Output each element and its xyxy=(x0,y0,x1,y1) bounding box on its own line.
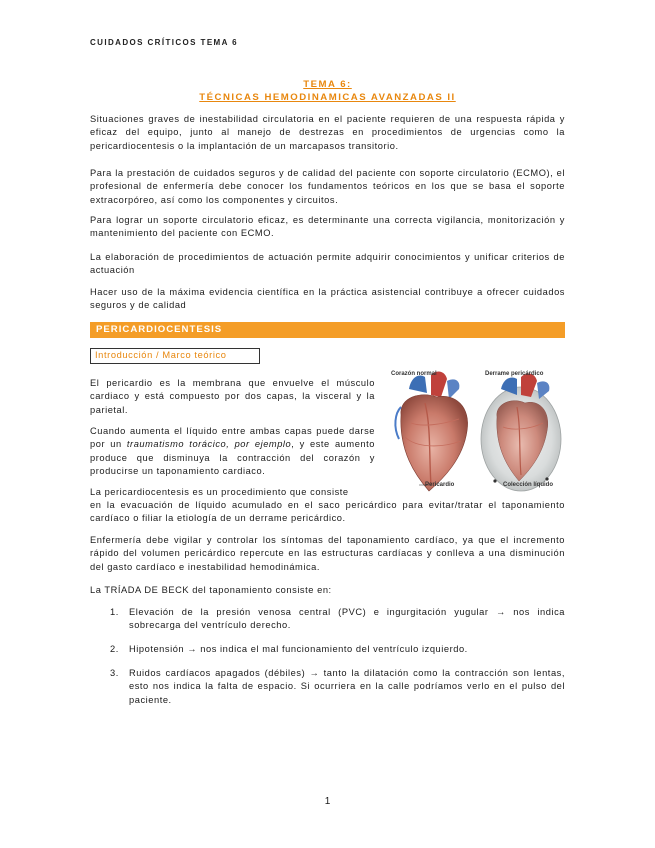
page-header: CUIDADOS CRÍTICOS TEMA 6 xyxy=(90,38,238,47)
effusion-heart xyxy=(481,374,561,491)
list-text: Ruidos cardíacos apagados (débiles) → tanto la dilatación como la contracción son lentas, esto nos indica la falta de espacio. Si ocurriera en la calle podríamos verlo en el pulso del paciente. xyxy=(129,668,565,705)
list-text: Elevación de la presión venosa central (PVC) e ingurgitación yugular → nos indica sobrecarga del ventrículo derecho. xyxy=(129,607,565,631)
subsection-box xyxy=(90,348,260,364)
intro-paragraph-1: Situaciones graves de inestabilidad circulatoria en el paciente requieren de una respuesta rápida y eficaz del equipo, junto al manejo de destrezas en procedimientos de urgencias como la pericardiocentesis o la implantación de un marcapasos transitorio. xyxy=(90,114,565,151)
body-paragraph-1: El pericardio es la membrana que envuelve el músculo cardiaco y está compuesto por dos capas, la visceral y la parietal. xyxy=(90,378,375,415)
figure-label-effusion: Derrame pericárdico xyxy=(485,371,544,377)
body-paragraph-2-start: Cuando aumenta el líquido entre ambas capas puede darse por un xyxy=(90,426,375,450)
body-paragraph-3-line-1: La pericardiocentesis es un procedimiento que consiste xyxy=(90,487,349,497)
page-number: 1 xyxy=(324,796,331,807)
title-line-2: TÉCNICAS HEMODINAMICAS AVANZADAS II xyxy=(199,92,456,103)
figure-label-fluid: Colección líquido xyxy=(503,482,554,488)
list-item-2 xyxy=(110,643,565,658)
list-number: 2. xyxy=(110,644,119,654)
normal-heart xyxy=(395,372,467,491)
list-item-1 xyxy=(110,606,565,634)
body-paragraph-3-rest: en la evacuación de líquido acumulado en el saco pericárdico para evitar/tratar el taponamiento cardíaco o filiar la etiología de un derrame pericárdico. xyxy=(90,500,565,524)
intro-paragraph-5: Hacer uso de la máxima evidencia científica en la práctica asistencial contribuye a ofrecer cuidados seguros y de calidad xyxy=(90,287,565,311)
intro-paragraph-4: La elaboración de procedimientos de actuación permite adquirir conocimientos y unificar criterios de actuación xyxy=(90,252,565,276)
document-title xyxy=(0,78,655,104)
body-paragraph-4: Enfermería debe vigilar y controlar los síntomas del taponamiento cardíaco, ya que el incremento rápido del volumen pericárdico repercute en las estructuras cardíacas y conlleva a una disminución del gasto cardíaco e inestabilidad hemodinámica. xyxy=(90,535,565,572)
section-heading: PERICARDIOCENTESIS xyxy=(96,324,223,335)
body-paragraph-2 xyxy=(90,425,375,479)
list-item-3 xyxy=(110,667,565,709)
subsection-heading: Introducción / Marco teórico xyxy=(95,350,227,360)
title-line-1: TEMA 6: xyxy=(303,79,352,90)
section-heading-bar xyxy=(90,322,565,338)
figure-label-normal: Corazón normal xyxy=(391,371,437,377)
list-number: 3. xyxy=(110,668,119,678)
heart-illustration xyxy=(381,367,565,502)
body-paragraph-2-italic: traumatismo torácico, por ejemplo xyxy=(126,439,292,450)
intro-paragraph-3: Para lograr un soporte circulatorio eficaz, es determinante una correcta vigilancia, monitorización y mantenimiento del paciente con ECMO. xyxy=(90,215,565,239)
body-paragraph-2-end: , y este aumento produce que disminuya la contracción del corazón y producirse un taponamiento cardiaco. xyxy=(90,439,375,477)
list-number: 1. xyxy=(110,607,119,617)
body-paragraph-5: La TRÍADA DE BECK del taponamiento consiste en: xyxy=(90,585,332,595)
figure-label-pericardium: Pericardio xyxy=(425,482,455,488)
list-text: Hipotensión → nos indica el mal funcionamiento del ventrículo izquierdo. xyxy=(129,644,468,654)
intro-paragraph-2: Para la prestación de cuidados seguros y de calidad del paciente con soporte circulatorio (ECMO), el profesional de enfermería debe conocer los fundamentos teóricos en los que se basa el soporte extracorpóreo, así como los componentes y circuitos. xyxy=(90,168,565,205)
